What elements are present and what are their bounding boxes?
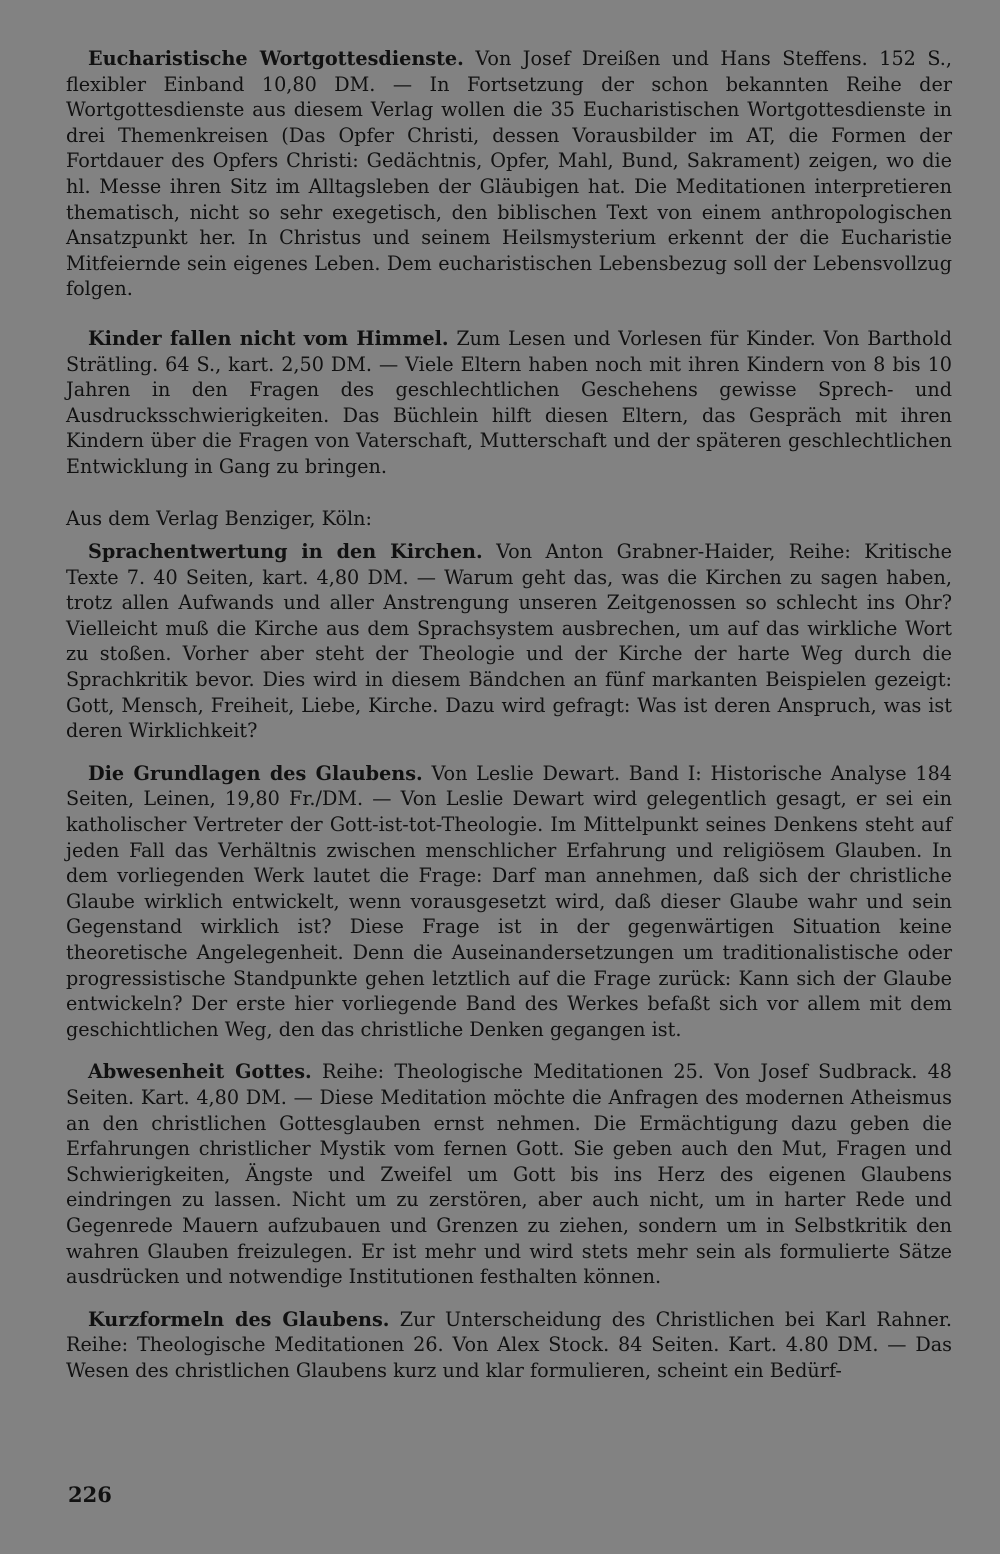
book-title: Kurzformeln des Glaubens.	[88, 1307, 390, 1331]
review-text: Von Anton Grabner-Haider, Reihe: Kritische Texte 7. 40 Seiten, kart. 4,80 DM. — Warum geht das, was die Kirchen zu sagen haben, trotz allen Aufwands und aller Anstrengung unseren Zeitgenossen so schlecht ins Ohr? Vielleicht muß die Kirche aus dem Sprachsystem ausbrechen, um auf das wirkliche Wort zu stoßen. Vorher aber steht der Theologie und der Kirche der harte Weg durch die Sprachkritik bevor. Dies wird in diesem Bändchen an fünf markanten Beispielen gezeigt: Gott, Mensch, Freiheit, Liebe, Kirche. Dazu wird gefragt: Was ist deren Anspruch, was ist deren Wirklichkeit?	[66, 540, 952, 743]
review-text: Zur Unterscheidung des Christlichen bei Karl Rahner. Reihe: Theologische Meditationen 26. Von Alex Stock. 84 Seiten. Kart. 4.80 DM. — Das Wesen des christlichen Glaubens kurz und klar formulieren, scheint ein Bedürf-	[66, 1307, 952, 1382]
review-entry	[66, 46, 952, 302]
review-entry	[66, 1059, 952, 1289]
review-entry	[66, 539, 952, 744]
book-title: Kinder fallen nicht vom Himmel.	[88, 326, 449, 350]
review-text: Von Josef Dreißen und Hans Steffens. 152 S., flexibler Einband 10,80 DM. — In Fortsetzung der schon bekannten Reihe der Wortgottesdienste aus diesem Verlag wollen die 35 Eucharistischen Wortgottesdienste in drei Themenkreisen (Das Opfer Christi, dessen Vorausbilder im AT, die Formen der Fortdauer des Opfers Christi: Gedächtnis, Opfer, Mahl, Bund, Sakrament) zeigen, wo die hl. Messe ihren Sitz im Alltagsleben der Gläubigen hat. Die Meditationen interpretieren thematisch, nicht so sehr exegetisch, den biblischen Text von einem anthropologischen Ansatzpunkt her. In Christus und seinem Heilsmysterium erkennt der die Eucharistie Mitfeiernde sein eigenes Leben. Dem eucharistischen Lebensbezug soll der Lebensvollzug folgen.	[66, 47, 953, 301]
book-title: Sprachentwertung in den Kirchen.	[88, 540, 483, 564]
book-title: Abwesenheit Gottes.	[88, 1060, 312, 1084]
page-number: 226	[68, 1482, 112, 1507]
publisher-heading: Aus dem Verlag Benziger, Köln:	[66, 506, 372, 530]
review-text: Zum Lesen und Vorlesen für Kinder. Von Barthold Strätling. 64 S., kart. 2,50 DM. — Viele Eltern haben noch mit ihren Kindern von 8 bis 10 Jahren in den Fragen des geschlechtlichen Geschehens gewisse Sprech- und Ausdrucksschwierigkeiten. Das Büchlein hilft diesen Eltern, das Gespräch mit ihren Kindern über die Fragen von Vaterschaft, Mutterschaft und der späteren geschlechtlichen Entwicklung in Gang zu bringen.	[66, 326, 952, 478]
book-title: Eucharistische Wortgottesdienste.	[88, 47, 464, 70]
review-text: Von Leslie Dewart. Band I: Historische Analyse 184 Seiten, Leinen, 19,80 Fr./DM. — Von Leslie Dewart wird gelegentlich gesagt, er sei ein katholischer Vertreter der Gott-ist-tot-Theologie. Im Mittelpunkt seines Denkens steht auf jeden Fall das Verhältnis zwischen menschlicher Erfahrung und religiösem Glauben. In dem vorliegenden Werk lautet die Frage: Darf man annehmen, daß sich der christliche Glaube wirklich entwickelt, wenn vorausgesetzt wird, daß dieser Glaube wahr und sein Gegenstand wirklich ist? Diese Frage ist in der gegenwärtigen Situation keine theoretische Angelegenheit. Denn die Auseinandersetzungen um traditionalistische oder progressistische Standpunkte gehen letztlich auf die Frage zurück: Kann sich der Glaube entwickeln? Der erste hier vorliegende Band des Werkes befaßt sich vor allem mit dem geschichtlichen Weg, den das christliche Denken gegangen ist.	[66, 761, 952, 1041]
review-entry	[66, 326, 952, 480]
review-text: Reihe: Theologische Meditationen 25. Von Josef Sudbrack. 48 Seiten. Kart. 4,80 DM. — Diese Meditation möchte die Anfragen des modernen Atheismus an den christlichen Gottesglauben ernst nehmen. Die Ermächtigung dazu geben die Erfahrungen christlicher Mystik vom fernen Gott. Sie geben auch den Mut, Fragen und Schwierigkeiten, Ängste und Zweifel um Gott bis ins Herz des eigenen Glaubens eindringen zu lassen. Nicht um zu zerstören, aber auch nicht, um in harter Rede und Gegenrede Mauern aufzubauen und Grenzen zu ziehen, sondern um in Selbstkritik den wahren Glauben freizulegen. Er ist mehr und wird stets mehr sein als formulierte Sätze ausdrücken und notwendige Institutionen festhalten können.	[66, 1060, 952, 1289]
document-page	[66, 46, 952, 1384]
book-title: Die Grundlagen des Glaubens.	[88, 761, 423, 785]
review-entry	[66, 1307, 952, 1384]
review-entry	[66, 761, 952, 1043]
